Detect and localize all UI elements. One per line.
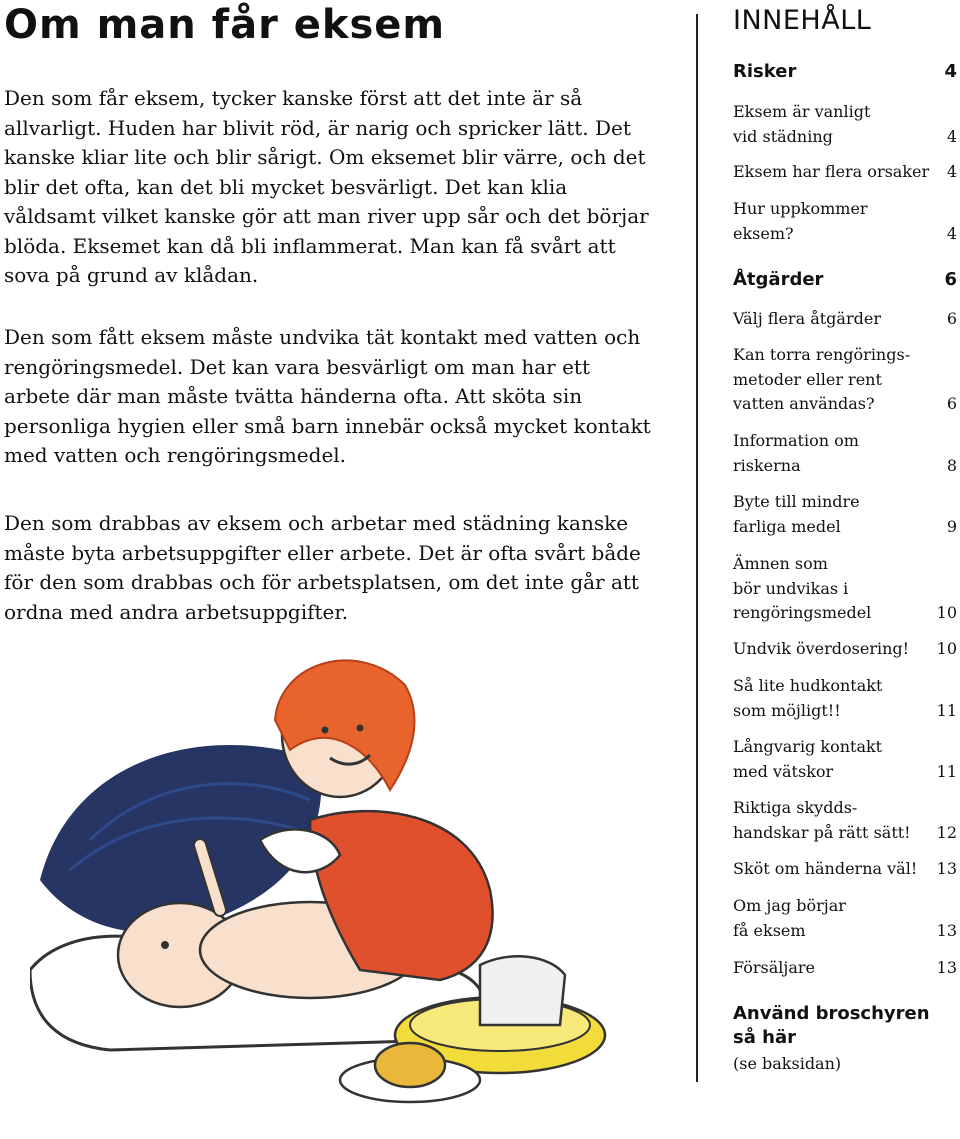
contact-paragraph: Den som fått eksem måste undvika tät kontakt med vatten och rengöringsmedel. Det kan vara besvärligt om man har ett arbete där man måste tvätta händerna ofta. Att sköta sin personliga hygien eller små barn innebär också mycket kontakt med vatten och rengöringsmedel. — [4, 325, 651, 467]
toc-entry-label: Ämnen som bör undvikas i rengöringsmedel — [733, 554, 872, 622]
toc-entry-label: Kan torra rengörings- metoder eller rent vatten användas? — [733, 345, 911, 413]
toc-entry-vatskor[interactable] — [733, 735, 957, 784]
toc-entry-label: Risker — [733, 61, 797, 82]
toc-entry-uppkommer[interactable] — [733, 197, 957, 246]
toc-entry-forsaljare[interactable] — [733, 956, 957, 981]
toc-entry-label: Så lite hudkontakt som möjligt!! — [733, 676, 883, 720]
toc-entry-page: 6 — [946, 309, 957, 328]
work-paragraph: Den som drabbas av eksem och arbetar med städning kanske måste byta arbetsuppgifter eller arbete. Det är ofta svårt både för den som drabbas och för arbetsplatsen, om det inte går att ordna med andra arbetsuppgifter. — [4, 511, 641, 624]
intro-paragraph: Den som får eksem, tycker kanske först att det inte är så allvarligt. Huden har blivit röd, är narig och spricker lätt. Det kanske kliar lite och blir sårigt. Om eksemet blir värre, och det blir det ofta, kan det bli mycket besvärligt. Det kan klia våldsamt vilket kanske gör att man river upp sår och det börjar blöda. Eksemet kan då bli inflammerat. Man kan få svårt att sova på grund av klådan. — [4, 86, 649, 287]
toc-entry-page: 13 — [936, 859, 957, 878]
toc-entry-label: Byte till mindre farliga medel — [733, 492, 860, 536]
toc-entry-page: 11 — [936, 761, 957, 781]
usage-note: (se baksidan) — [733, 1054, 842, 1073]
toc-entry-overdosering[interactable] — [733, 637, 957, 662]
toc-entry-torra[interactable] — [733, 343, 957, 417]
column-divider — [696, 14, 698, 1082]
toc-entry-page: 6 — [944, 269, 957, 290]
toc-entry-page: 4 — [944, 61, 957, 82]
toc-entry-byte[interactable] — [733, 490, 957, 539]
toc-entry-page: 11 — [936, 700, 957, 720]
toc-entry-label: Information om riskerna — [733, 431, 859, 475]
page-title: Om man får eksem — [4, 2, 446, 48]
toc-entry-page: 9 — [946, 516, 957, 536]
toc-entry-page: 13 — [936, 920, 957, 940]
toc-entry-page: 13 — [936, 958, 957, 977]
toc-entry-label: Välj flera åtgärder — [733, 309, 881, 328]
toc-entry-page: 12 — [936, 822, 957, 842]
toc-entry-vanligt[interactable] — [733, 100, 957, 149]
toc-entry-label: Sköt om händerna väl! — [733, 859, 918, 878]
toc-entry-skot[interactable] — [733, 857, 957, 882]
usage-heading: Använd broschyren så här — [733, 1003, 930, 1048]
toc-entry-page: 8 — [946, 455, 957, 475]
toc-entry-information[interactable] — [733, 429, 957, 478]
toc-entry-orsaker[interactable] — [733, 160, 957, 185]
toc-entry-hudkontakt[interactable] — [733, 674, 957, 723]
toc-entry-atgarder[interactable] — [733, 268, 957, 293]
toc-entry-handskar[interactable] — [733, 796, 957, 845]
illustration-mother-and-baby — [30, 640, 670, 1120]
toc-entry-page: 10 — [936, 639, 957, 658]
toc-entry-valj[interactable] — [733, 307, 957, 332]
toc-entry-label: Försäljare — [733, 958, 815, 977]
toc-entry-label: Undvik överdosering! — [733, 639, 910, 658]
toc-entry-borjar[interactable] — [733, 894, 957, 943]
toc-entry-risker[interactable] — [733, 60, 957, 85]
toc-entry-label: Långvarig kontakt med vätskor — [733, 737, 883, 781]
toc-entry-page: 4 — [946, 126, 957, 146]
toc-entry-label: Riktiga skydds- handskar på rätt sätt! — [733, 798, 911, 842]
toc-entry-label: Hur uppkommer eksem? — [733, 199, 868, 243]
toc-entry-label: Om jag börjar få eksem — [733, 896, 846, 940]
toc-entry-amnen[interactable] — [733, 552, 957, 626]
toc-entry-label: Åtgärder — [733, 269, 824, 290]
toc-entry-page: 4 — [946, 162, 957, 181]
toc-entry-page: 4 — [946, 223, 957, 243]
toc-entry-label: Eksem har flera orsaker — [733, 162, 930, 181]
toc-entry-page: 10 — [936, 603, 957, 622]
toc-title: INNEHÅLL — [733, 5, 872, 36]
toc-entry-label: Eksem är vanligt vid städning — [733, 102, 871, 146]
toc-entry-page: 6 — [946, 394, 957, 413]
